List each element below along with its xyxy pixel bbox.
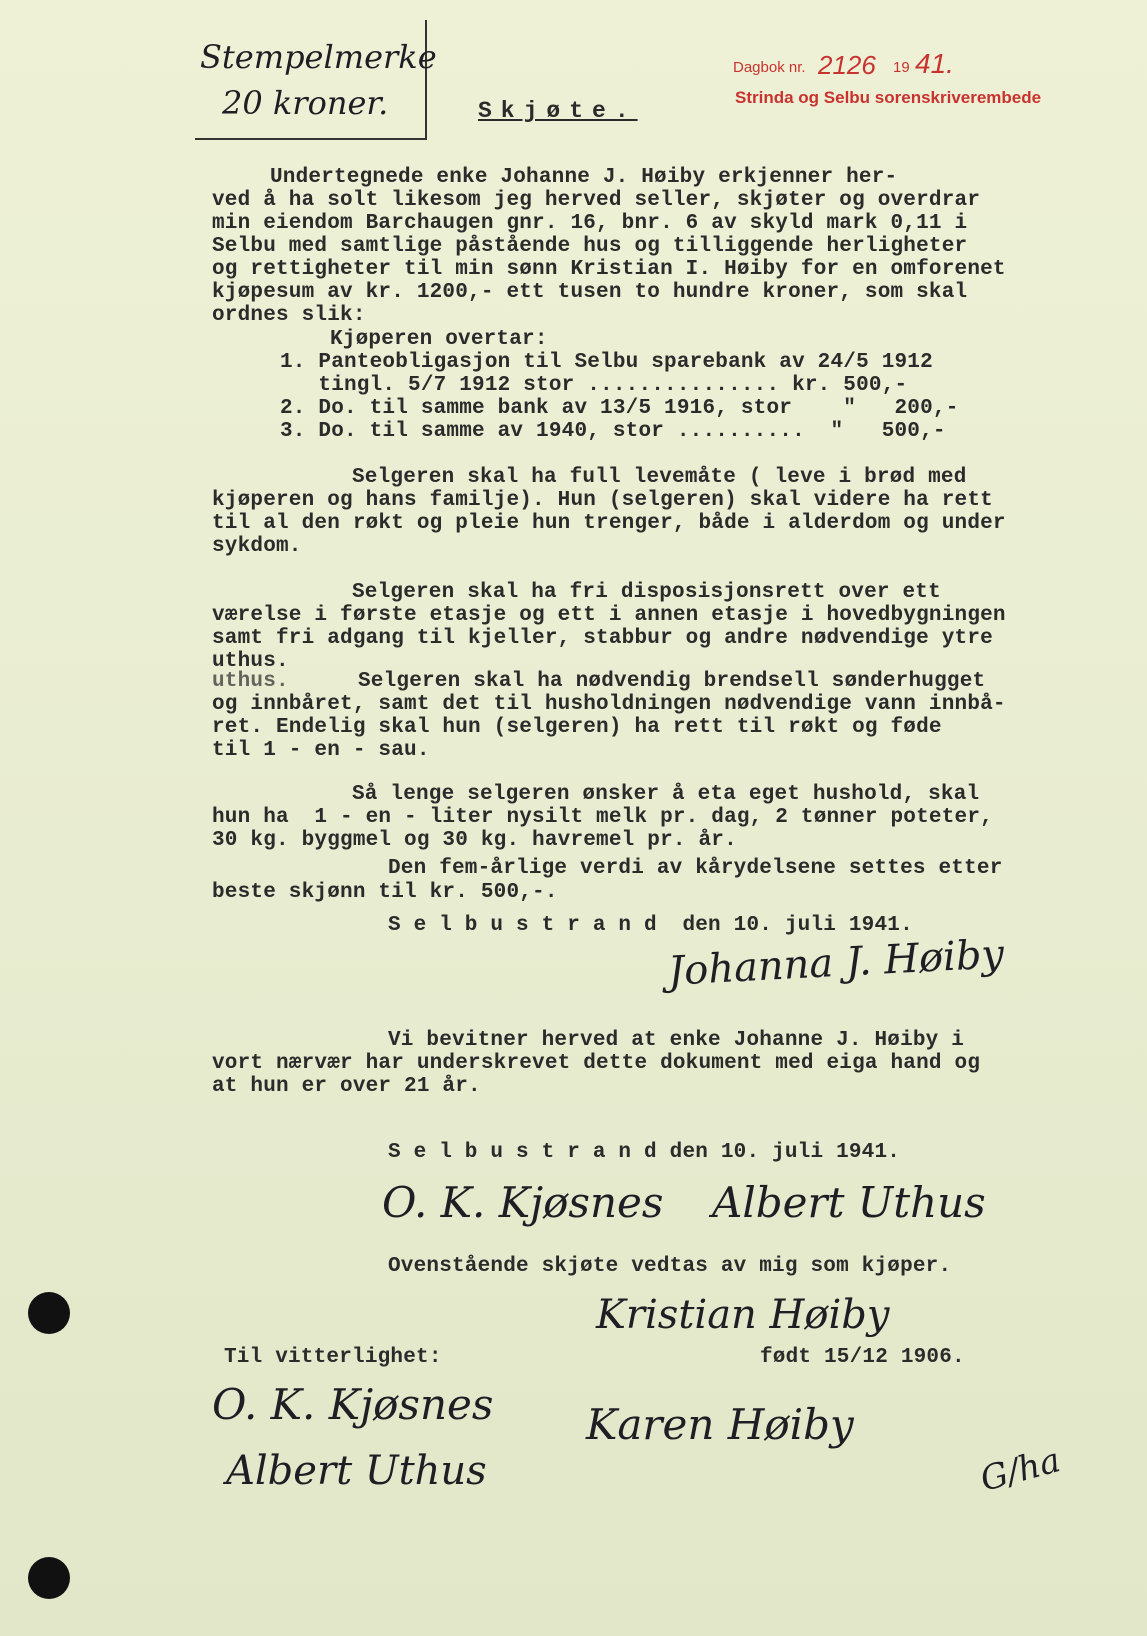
signature-buyer: Kristian Høiby — [596, 1292, 890, 1338]
dagbok-year-prefix: 19 — [893, 59, 910, 76]
document-title: Skjøte. — [478, 98, 638, 124]
para3-line: samt fri adgang til kjeller, stabbur og andre nødvendige ytre — [212, 627, 993, 650]
para6-line: beste skjønn til kr. 500,-. — [212, 881, 558, 904]
stamp-note-line1: Stempelmerke — [200, 38, 437, 76]
obligation-item: tingl. 5/7 1912 stor ............... kr. 500,- — [280, 374, 908, 397]
para4-line: til 1 - en - sau. — [212, 739, 430, 762]
dagbok-year: 41. — [915, 48, 954, 79]
para3-line: værelse i første etasje og ett i annen etasje i hovedbygningen — [212, 604, 1006, 627]
para2-line: Selgeren skal ha full levemåte ( leve i brød med — [352, 466, 967, 489]
signature-seller: Johanna J. Høiby — [667, 931, 1006, 995]
para1-line: ved å ha solt likesom jeg herved seller, skjøter og overdrar — [212, 189, 981, 212]
para4-line: ret. Endelig skal hun (selgeren) ha rett til røkt og føde — [212, 716, 942, 739]
punch-hole-top — [28, 1292, 70, 1334]
para1-line: min eiendom Barchaugen gnr. 16, bnr. 6 av skyld mark 0,11 i — [212, 212, 968, 235]
dagbok-label: Dagbok nr. — [733, 59, 806, 76]
para2-line: til al den røkt og pleie hun trenger, både i alderdom og under — [212, 512, 1006, 535]
para3-line: uthus. — [212, 670, 289, 693]
para5-line: 30 kg. byggmel og 30 kg. havremel pr. år. — [212, 829, 737, 852]
para2-line: kjøperen og hans familje). Hun (selgeren) skal videre ha rett — [212, 489, 993, 512]
witness-signature-1: O. K. Kjøsnes — [382, 1178, 664, 1227]
stamp-note-line2: 20 kroner. — [222, 84, 389, 122]
para2-line: sykdom. — [212, 535, 302, 558]
para5-line: Så lenge selgeren ønsker å eta eget hushold, skal — [352, 783, 980, 806]
obligation-item: 3. Do. til samme av 1940, stor .......... " 500,- — [280, 420, 946, 443]
para1-line: kjøpesum av kr. 1200,- ett tusen to hundre kroner, som skal — [212, 281, 968, 304]
para4-line: Selgeren skal ha nødvendig brendsell sønderhugget — [358, 670, 986, 693]
para5-line: hun ha 1 - en - liter nysilt melk pr. dag, 2 tønner poteter, — [212, 806, 993, 829]
buyer-born-date: født 15/12 1906. — [760, 1346, 965, 1369]
attest-label: Til vitterlighet: — [224, 1346, 442, 1369]
para1-line: ordnes slik: — [212, 304, 366, 327]
attest-signature-1: O. K. Kjøsnes — [212, 1380, 494, 1429]
obligation-item: 1. Panteobligasjon til Selbu sparebank av 24/5 1912 — [280, 351, 933, 374]
attest-signature-3: Karen Høiby — [586, 1400, 854, 1449]
para3-line: uthus. — [212, 650, 289, 673]
para6-line: Den fem-årlige verdi av kårydelsene settes etter — [388, 857, 1003, 880]
initials: G/ha — [976, 1440, 1065, 1500]
registry-office: Strinda og Selbu sorenskriverembede — [735, 88, 1042, 107]
witness-line: at hun er over 21 år. — [212, 1075, 481, 1098]
place-date-2: S e l b u s t r a n d den 10. juli 1941. — [388, 1141, 901, 1164]
witness-signature-2: Albert Uthus — [712, 1178, 986, 1227]
para3-line: Selgeren skal ha fri disposisjonsrett over ett — [352, 581, 941, 604]
para4-line: og innbåret, samt det til husholdningen nødvendige vann innbå- — [212, 693, 1006, 716]
place-date-1: S e l b u s t r a n d den 10. juli 1941. — [388, 914, 913, 937]
dagbok-number: 2126 — [818, 50, 876, 80]
para1-line: Selbu med samtlige påstående hus og tilliggende herligheter — [212, 235, 968, 258]
para1-line: og rettigheter til min sønn Kristian I. Høiby for en omforenet — [212, 258, 1006, 281]
witness-line: Vi bevitner herved at enke Johanne J. Høiby i — [388, 1029, 965, 1052]
para1-line: Undertegnede enke Johanne J. Høiby erkjenner her- — [270, 166, 898, 189]
obligations-heading: Kjøperen overtar: — [330, 328, 548, 351]
witness-line: vort nærvær har underskrevet dette dokument med eiga hand og — [212, 1052, 981, 1075]
punch-hole-bottom — [28, 1557, 70, 1599]
accept-text: Ovenstående skjøte vedtas av mig som kjøper. — [388, 1255, 952, 1278]
obligation-item: 2. Do. til samme bank av 13/5 1916, stor " 200,- — [280, 397, 959, 420]
attest-signature-2: Albert Uthus — [226, 1448, 487, 1494]
